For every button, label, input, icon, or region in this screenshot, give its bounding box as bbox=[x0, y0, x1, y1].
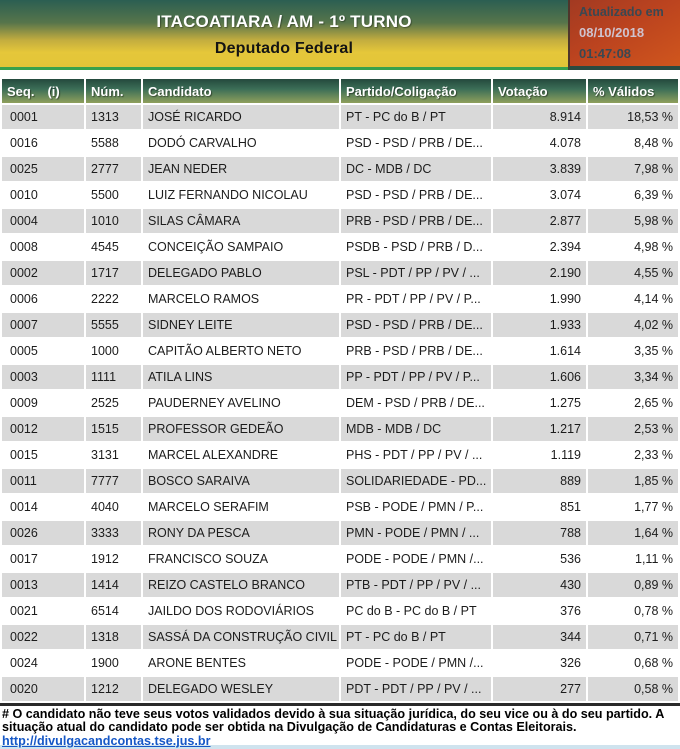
table-row bbox=[2, 443, 678, 467]
cell-name: LUIZ FERNANDO NICOLAU bbox=[143, 183, 339, 207]
cell-pct: 4,98 % bbox=[588, 235, 678, 259]
cell-party: PSD - PSD / PRB / DE... bbox=[341, 313, 491, 337]
table-row bbox=[2, 547, 678, 571]
cell-pct: 0,71 % bbox=[588, 625, 678, 649]
cell-seq: 0007 bbox=[2, 313, 84, 337]
cell-num: 2222 bbox=[86, 287, 141, 311]
table-row bbox=[2, 339, 678, 363]
cell-num: 1313 bbox=[86, 105, 141, 129]
header-pct: % Válidos bbox=[588, 79, 678, 103]
table-row bbox=[2, 677, 678, 701]
table-row bbox=[2, 573, 678, 597]
cell-seq: 0025 bbox=[2, 157, 84, 181]
cell-party: PT - PC do B / PT bbox=[341, 625, 491, 649]
cell-party: PRB - PSD / PRB / DE... bbox=[341, 339, 491, 363]
cell-num: 1111 bbox=[86, 365, 141, 389]
cell-votes: 1.606 bbox=[493, 365, 586, 389]
cell-votes: 889 bbox=[493, 469, 586, 493]
cell-pct: 8,48 % bbox=[588, 131, 678, 155]
cell-party: PRB - PSD / PRB / DE... bbox=[341, 209, 491, 233]
cell-num: 4040 bbox=[86, 495, 141, 519]
cell-num: 1000 bbox=[86, 339, 141, 363]
cell-party: PODE - PODE / PMN /... bbox=[341, 547, 491, 571]
cell-pct: 4,14 % bbox=[588, 287, 678, 311]
cell-num: 1515 bbox=[86, 417, 141, 441]
cell-name: MARCELO SERAFIM bbox=[143, 495, 339, 519]
cell-num: 7777 bbox=[86, 469, 141, 493]
header-seq bbox=[2, 79, 84, 103]
table-row bbox=[2, 599, 678, 623]
cell-num: 1212 bbox=[86, 677, 141, 701]
cell-name: MARCELO RAMOS bbox=[143, 287, 339, 311]
cell-name: ARONE BENTES bbox=[143, 651, 339, 675]
cell-seq: 0011 bbox=[2, 469, 84, 493]
cell-name: CAPITÃO ALBERTO NETO bbox=[143, 339, 339, 363]
cell-pct: 0,89 % bbox=[588, 573, 678, 597]
cell-name: BOSCO SARAIVA bbox=[143, 469, 339, 493]
cell-pct: 1,11 % bbox=[588, 547, 678, 571]
updated-date: 08/10/2018 bbox=[579, 25, 645, 40]
cell-num: 3333 bbox=[86, 521, 141, 545]
cell-num: 2777 bbox=[86, 157, 141, 181]
cell-name: REIZO CASTELO BRANCO bbox=[143, 573, 339, 597]
cell-num: 2525 bbox=[86, 391, 141, 415]
cell-num: 4545 bbox=[86, 235, 141, 259]
cell-votes: 2.394 bbox=[493, 235, 586, 259]
cell-num: 1010 bbox=[86, 209, 141, 233]
cell-pct: 6,39 % bbox=[588, 183, 678, 207]
cell-name: JAILDO DOS RODOVIÁRIOS bbox=[143, 599, 339, 623]
cell-num: 3131 bbox=[86, 443, 141, 467]
cell-name: JEAN NEDER bbox=[143, 157, 339, 181]
cell-name: SASSÁ DA CONSTRUÇÃO CIVIL bbox=[143, 625, 339, 649]
cell-name: DELEGADO WESLEY bbox=[143, 677, 339, 701]
cell-votes: 1.217 bbox=[493, 417, 586, 441]
cell-party: PMN - PODE / PMN / ... bbox=[341, 521, 491, 545]
cell-votes: 8.914 bbox=[493, 105, 586, 129]
cell-pct: 5,98 % bbox=[588, 209, 678, 233]
cell-pct: 2,33 % bbox=[588, 443, 678, 467]
table-row bbox=[2, 495, 678, 519]
cell-votes: 3.839 bbox=[493, 157, 586, 181]
cell-seq: 0008 bbox=[2, 235, 84, 259]
header-votes: Votação bbox=[493, 79, 586, 103]
updated-time: 01:47:08 bbox=[579, 46, 632, 61]
table-row bbox=[2, 235, 678, 259]
cell-pct: 0,68 % bbox=[588, 651, 678, 675]
table-row bbox=[2, 105, 678, 129]
cell-seq: 0006 bbox=[2, 287, 84, 311]
cell-pct: 2,53 % bbox=[588, 417, 678, 441]
cell-party: PODE - PODE / PMN /... bbox=[341, 651, 491, 675]
cell-votes: 376 bbox=[493, 599, 586, 623]
cell-seq: 0010 bbox=[2, 183, 84, 207]
cell-seq: 0022 bbox=[2, 625, 84, 649]
cell-party: MDB - MDB / DC bbox=[341, 417, 491, 441]
cell-name: PROFESSOR GEDEÃO bbox=[143, 417, 339, 441]
cell-votes: 430 bbox=[493, 573, 586, 597]
cell-votes: 2.877 bbox=[493, 209, 586, 233]
office-subtitle: Deputado Federal bbox=[214, 39, 354, 57]
table-row bbox=[2, 469, 678, 493]
cell-seq: 0002 bbox=[2, 261, 84, 285]
cell-party: PR - PDT / PP / PV / P... bbox=[341, 287, 491, 311]
cell-party: PC do B - PC do B / PT bbox=[341, 599, 491, 623]
table-row bbox=[2, 391, 678, 415]
cell-seq: 0009 bbox=[2, 391, 84, 415]
cell-name: PAUDERNEY AVELINO bbox=[143, 391, 339, 415]
cell-party: SOLIDARIEDADE - PD... bbox=[341, 469, 491, 493]
cell-name: ATILA LINS bbox=[143, 365, 339, 389]
table-row bbox=[2, 313, 678, 337]
cell-pct: 4,55 % bbox=[588, 261, 678, 285]
cell-votes: 344 bbox=[493, 625, 586, 649]
cell-pct: 4,02 % bbox=[588, 313, 678, 337]
table-header-row bbox=[2, 79, 678, 103]
top-banner bbox=[0, 0, 680, 70]
cell-num: 5500 bbox=[86, 183, 141, 207]
cell-pct: 3,34 % bbox=[588, 365, 678, 389]
footnote-text: # O candidato não teve seus votos validados devido à sua situação jurídica, do seu vice ou à do seu partido. A situação atual do candidato pode ser obtida na Divulgação de Candidaturas e Contas Eleitorais. bbox=[2, 707, 664, 735]
table-row bbox=[2, 157, 678, 181]
cell-num: 5555 bbox=[86, 313, 141, 337]
header-seq-label: Seq. bbox=[7, 83, 35, 99]
cell-pct: 1,77 % bbox=[588, 495, 678, 519]
cell-votes: 1.119 bbox=[493, 443, 586, 467]
cell-name: DODÓ CARVALHO bbox=[143, 131, 339, 155]
cell-party: PSD - PSD / PRB / DE... bbox=[341, 131, 491, 155]
cell-name: CONCEIÇÃO SAMPAIO bbox=[143, 235, 339, 259]
cell-votes: 277 bbox=[493, 677, 586, 701]
cell-votes: 326 bbox=[493, 651, 586, 675]
cell-pct: 1,64 % bbox=[588, 521, 678, 545]
cell-party: PHS - PDT / PP / PV / ... bbox=[341, 443, 491, 467]
cell-party: PSDB - PSD / PRB / D... bbox=[341, 235, 491, 259]
cell-party: DEM - PSD / PRB / DE... bbox=[341, 391, 491, 415]
cell-name: DELEGADO PABLO bbox=[143, 261, 339, 285]
cell-num: 1912 bbox=[86, 547, 141, 571]
cell-name: MARCEL ALEXANDRE bbox=[143, 443, 339, 467]
cell-pct: 7,98 % bbox=[588, 157, 678, 181]
cell-name: RONY DA PESCA bbox=[143, 521, 339, 545]
footnote bbox=[0, 706, 680, 748]
cell-votes: 1.275 bbox=[493, 391, 586, 415]
cell-seq: 0024 bbox=[2, 651, 84, 675]
table-row bbox=[2, 131, 678, 155]
table-row bbox=[2, 365, 678, 389]
cell-seq: 0015 bbox=[2, 443, 84, 467]
seq-info-icon[interactable]: (i) bbox=[47, 83, 60, 99]
cell-votes: 1.990 bbox=[493, 287, 586, 311]
cell-votes: 2.190 bbox=[493, 261, 586, 285]
table-row bbox=[2, 261, 678, 285]
cell-num: 6514 bbox=[86, 599, 141, 623]
cell-party: PSL - PDT / PP / PV / ... bbox=[341, 261, 491, 285]
cell-name: SILAS CÂMARA bbox=[143, 209, 339, 233]
cell-seq: 0004 bbox=[2, 209, 84, 233]
banner-table-gap bbox=[0, 70, 680, 77]
cell-party: PSD - PSD / PRB / DE... bbox=[341, 183, 491, 207]
cell-votes: 788 bbox=[493, 521, 586, 545]
cell-votes: 4.078 bbox=[493, 131, 586, 155]
cell-seq: 0012 bbox=[2, 417, 84, 441]
cell-name: JOSÉ RICARDO bbox=[143, 105, 339, 129]
cell-pct: 18,53 % bbox=[588, 105, 678, 129]
header-candidate: Candidato bbox=[143, 79, 339, 103]
cell-votes: 1.614 bbox=[493, 339, 586, 363]
updated-box bbox=[568, 0, 680, 70]
cell-seq: 0021 bbox=[2, 599, 84, 623]
cell-num: 5588 bbox=[86, 131, 141, 155]
cell-seq: 0005 bbox=[2, 339, 84, 363]
divulgacandcontas-link[interactable]: http://divulgacandcontas.tse.jus.br bbox=[2, 733, 211, 748]
cell-num: 1717 bbox=[86, 261, 141, 285]
results-table bbox=[0, 77, 680, 703]
cell-num: 1900 bbox=[86, 651, 141, 675]
cell-seq: 0013 bbox=[2, 573, 84, 597]
election-banner bbox=[0, 0, 568, 70]
cell-votes: 1.933 bbox=[493, 313, 586, 337]
cell-votes: 851 bbox=[493, 495, 586, 519]
results-tbody bbox=[2, 105, 678, 701]
cell-seq: 0026 bbox=[2, 521, 84, 545]
cell-seq: 0003 bbox=[2, 365, 84, 389]
table-row bbox=[2, 521, 678, 545]
table-row bbox=[2, 417, 678, 441]
cell-num: 1414 bbox=[86, 573, 141, 597]
cell-pct: 3,35 % bbox=[588, 339, 678, 363]
cell-party: PDT - PDT / PP / PV / ... bbox=[341, 677, 491, 701]
cell-seq: 0016 bbox=[2, 131, 84, 155]
cell-party: PTB - PDT / PP / PV / ... bbox=[341, 573, 491, 597]
header-num: Núm. bbox=[86, 79, 141, 103]
updated-label: Atualizado em bbox=[579, 5, 664, 19]
cell-pct: 0,58 % bbox=[588, 677, 678, 701]
table-row bbox=[2, 209, 678, 233]
cell-party: PP - PDT / PP / PV / P... bbox=[341, 365, 491, 389]
cell-votes: 536 bbox=[493, 547, 586, 571]
cell-pct: 0,78 % bbox=[588, 599, 678, 623]
cell-seq: 0020 bbox=[2, 677, 84, 701]
cell-pct: 1,85 % bbox=[588, 469, 678, 493]
cell-party: PSB - PODE / PMN / P... bbox=[341, 495, 491, 519]
cell-seq: 0001 bbox=[2, 105, 84, 129]
page-title: ITACOATIARA / AM - 1º TURNO bbox=[156, 11, 412, 31]
cell-party: PT - PC do B / PT bbox=[341, 105, 491, 129]
cell-seq: 0017 bbox=[2, 547, 84, 571]
table-row bbox=[2, 625, 678, 649]
cell-num: 1318 bbox=[86, 625, 141, 649]
cell-pct: 2,65 % bbox=[588, 391, 678, 415]
table-row bbox=[2, 183, 678, 207]
cell-party: DC - MDB / DC bbox=[341, 157, 491, 181]
table-row bbox=[2, 651, 678, 675]
table-row bbox=[2, 287, 678, 311]
cell-name: SIDNEY LEITE bbox=[143, 313, 339, 337]
cell-seq: 0014 bbox=[2, 495, 84, 519]
cell-votes: 3.074 bbox=[493, 183, 586, 207]
cell-name: FRANCISCO SOUZA bbox=[143, 547, 339, 571]
header-party: Partido/Coligação bbox=[341, 79, 491, 103]
